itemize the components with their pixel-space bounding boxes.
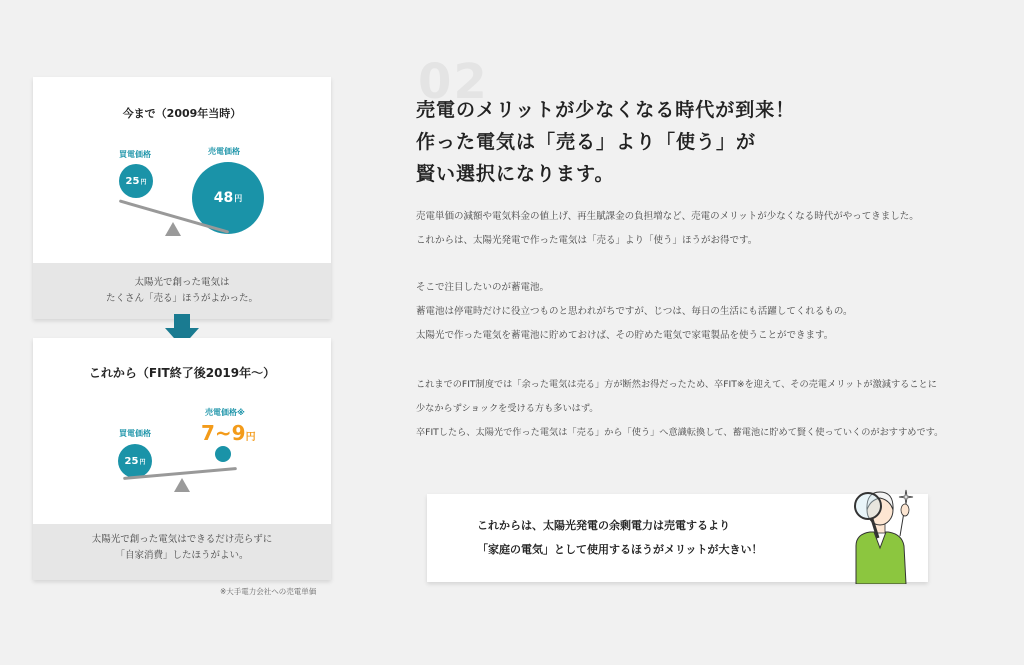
footnote: ※大手電力会社への売電単価 [220, 587, 317, 596]
callout-text [477, 514, 763, 562]
buy-price-label: 買電価格 [119, 429, 151, 438]
headline-line: 売電のメリットが少なくなる時代が到来！ [416, 99, 796, 121]
buy-price-value: 25 [124, 455, 139, 467]
buy-price-unit: 円 [140, 178, 147, 186]
card-title: これから（FIT終了後2019年～） [88, 366, 276, 380]
buy-price-circle [119, 164, 153, 198]
card-title: 今まで（2009年当時） [122, 107, 242, 120]
footer-line: たくさん「売る」ほうがよかった。 [105, 293, 258, 304]
paragraph-line: 卒FITしたら、太陽光で作った電気は「売る」から「使う」へ意識転換して、蓄電池に貯めて賢く使っていくのがおすすめです。 [416, 427, 944, 438]
paragraph-line: そこで注目したいのが蓄電池。 [416, 282, 550, 293]
paragraph-1 [416, 205, 919, 253]
footer-line: 太陽光で創った電気はできるだけ売らずに [91, 534, 273, 545]
sell-price-number: 7~9 [201, 421, 246, 445]
buy-price-label: 買電価格 [119, 150, 151, 159]
sell-price-label: 売電価格※ [205, 408, 245, 417]
section-number: 02 [418, 54, 489, 110]
sell-price-unit: 円 [234, 193, 243, 203]
seesaw-fulcrum [165, 222, 181, 236]
card-until-now [33, 77, 331, 319]
card-from-now [33, 338, 331, 580]
paragraph-line: これからは、太陽光発電で作った電気は「売る」より「使う」ほうがお得です。 [416, 235, 758, 246]
seesaw-fulcrum [174, 478, 190, 492]
headline [416, 94, 795, 190]
paragraph-line: 蓄電池は停電時だけに役立つものと思われがちですが、じつは、毎日の生活にも活躍してくれるもの。 [416, 306, 853, 317]
small-sell-circle [215, 446, 231, 462]
paragraph-line: これまでのFIT制度では「余った電気は売る」方が断然お得だったため、卒FIT※を迎えて、その売電メリットが激減することに [416, 379, 937, 390]
footer-line: 太陽光で創った電気は [134, 277, 230, 288]
buy-price-circle [118, 444, 152, 478]
footer-line: 「自家消費」したほうがよい。 [115, 550, 249, 561]
buy-price-unit: 円 [139, 458, 146, 466]
sell-price-value: 48 [213, 190, 234, 206]
woman-with-magnifier-icon [842, 476, 922, 584]
sell-price-value [201, 421, 256, 445]
headline-line: 賢い選択になります。 [416, 163, 615, 185]
paragraph-2 [416, 276, 853, 348]
paragraph-line: 少なからずショックを受ける方も多いはず。 [416, 403, 599, 414]
paragraph-line: 太陽光で作った電気を蓄電池に貯めておけば、その貯めた電気で家電製品を使うことができます。 [416, 330, 834, 341]
paragraph-3 [416, 373, 943, 445]
paragraph-line: 売電単価の減額や電気料金の値上げ、再生賦課金の負担増など、売電のメリットが少なくなる時代がやってきました。 [416, 211, 919, 222]
callout-line: 「家庭の電気」として使用するほうがメリットが大きい！ [477, 543, 763, 556]
sell-price-unit: 円 [245, 432, 256, 443]
headline-line: 作った電気は「売る」より「使う」が [416, 131, 757, 153]
sell-price-label: 売電価格 [208, 147, 240, 156]
buy-price-value: 25 [125, 175, 140, 187]
card-footer [33, 263, 331, 319]
card-footer [33, 524, 331, 580]
callout-line: これからは、太陽光発電の余剰電力は売電するより [477, 519, 730, 532]
